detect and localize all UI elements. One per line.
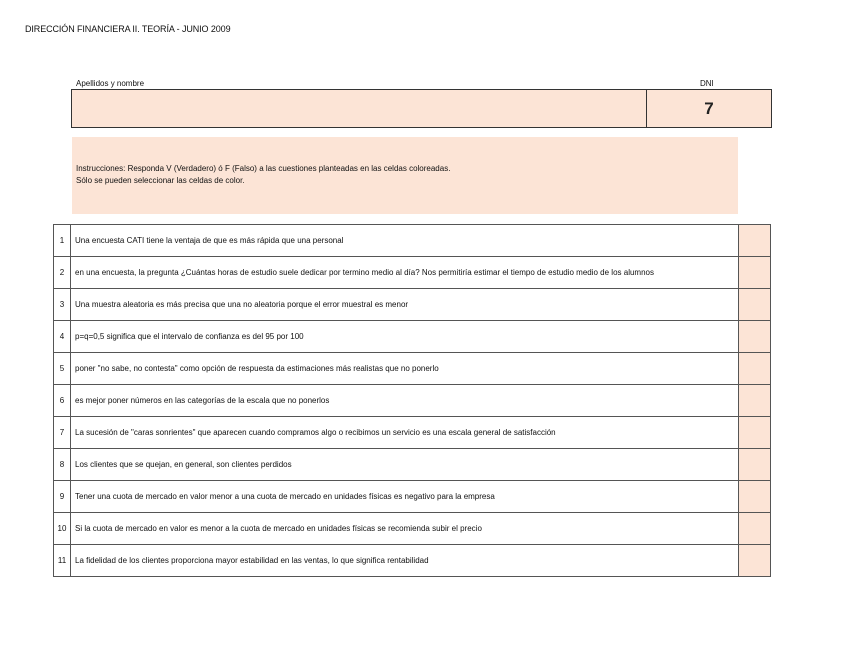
question-text: Tener una cuota de mercado en valor menor a una cuota de mercado en unidades físicas es negativo para la empresa: [71, 481, 739, 513]
question-number: 11: [54, 545, 71, 577]
answer-cell[interactable]: [739, 257, 771, 289]
question-text: en una encuesta, la pregunta ¿Cuántas horas de estudio suele dedicar por termino medio al día? Nos permitiría estimar el tiempo de estudio medio de los alumnos: [71, 257, 739, 289]
question-row: [54, 545, 771, 577]
question-number: 4: [54, 321, 71, 353]
question-text: poner "no sabe, no contesta" como opción de respuesta da estimaciones más realistas que no ponerlo: [71, 353, 739, 385]
question-number: 8: [54, 449, 71, 481]
question-text: es mejor poner números en las categorías de la escala que no ponerlos: [71, 385, 739, 417]
name-input-cell[interactable]: [72, 90, 647, 127]
question-row: [54, 513, 771, 545]
instructions-line-2: Sólo se pueden seleccionar las celdas de color.: [76, 176, 245, 185]
question-number: 7: [54, 417, 71, 449]
question-text: La sucesión de "caras sonrientes" que aparecen cuando compramos algo o recibimos un servicio es una escala general de satisfacción: [71, 417, 739, 449]
question-text: La fidelidad de los clientes proporciona mayor estabilidad en las ventas, lo que significa rentabilidad: [71, 545, 739, 577]
dni-value-cell[interactable]: 7: [704, 98, 714, 118]
answer-cell[interactable]: [739, 417, 771, 449]
question-row: [54, 289, 771, 321]
question-number: 6: [54, 385, 71, 417]
question-row: [54, 449, 771, 481]
answer-cell[interactable]: [739, 481, 771, 513]
answer-cell[interactable]: [739, 449, 771, 481]
dni-label: DNI: [700, 79, 714, 88]
question-number: 1: [54, 225, 71, 257]
question-number: 9: [54, 481, 71, 513]
answer-cell[interactable]: [739, 385, 771, 417]
question-text: Una muestra aleatoria es más precisa que una no aleatoria porque el error muestral es menor: [71, 289, 739, 321]
question-row: [54, 385, 771, 417]
question-row: [54, 417, 771, 449]
student-id-box: [71, 89, 772, 128]
question-text: Una encuesta CATI tiene la ventaja de que es más rápida que una personal: [71, 225, 739, 257]
question-text: p=q=0,5 significa que el intervalo de confianza es del 95 por 100: [71, 321, 739, 353]
question-number: 3: [54, 289, 71, 321]
answer-cell[interactable]: [739, 545, 771, 577]
name-label: Apellidos y nombre: [76, 79, 145, 88]
answer-cell[interactable]: [739, 353, 771, 385]
document-title: DIRECCIÓN FINANCIERA II. TEORÍA - JUNIO 2009: [25, 24, 231, 34]
question-number: 5: [54, 353, 71, 385]
questions-table: [53, 224, 771, 577]
answer-cell[interactable]: [739, 513, 771, 545]
question-row: [54, 321, 771, 353]
question-row: [54, 353, 771, 385]
question-number: 2: [54, 257, 71, 289]
question-text: Los clientes que se quejan, en general, son clientes perdidos: [71, 449, 739, 481]
answer-cell[interactable]: [739, 225, 771, 257]
question-number: 10: [54, 513, 71, 545]
instructions-box: [72, 137, 738, 214]
question-row: [54, 257, 771, 289]
answer-cell[interactable]: [739, 321, 771, 353]
answer-cell[interactable]: [739, 289, 771, 321]
instructions-line-1: Instrucciones: Responda V (Verdadero) ó F (Falso) a las cuestiones planteadas en las celdas coloreadas.: [76, 164, 451, 173]
question-row: [54, 225, 771, 257]
question-row: [54, 481, 771, 513]
question-text: Si la cuota de mercado en valor es menor a la cuota de mercado en unidades físicas se recomienda subir el precio: [71, 513, 739, 545]
